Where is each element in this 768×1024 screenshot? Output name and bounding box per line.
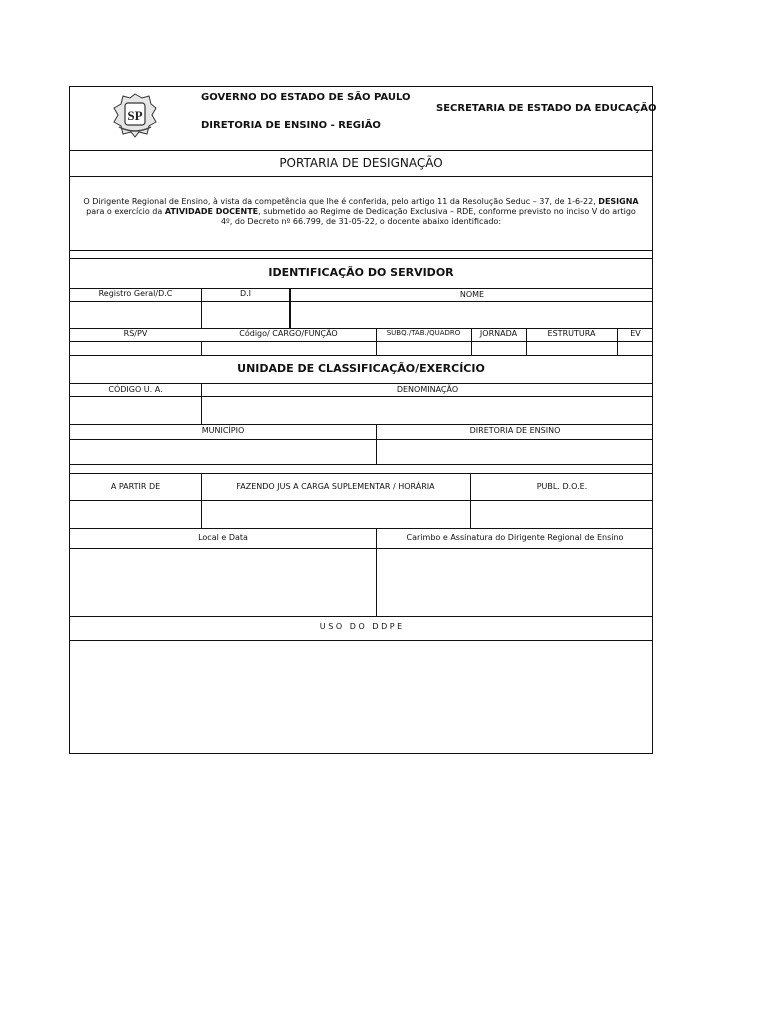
code-field[interactable] [202,342,376,355]
secretariat-line: SECRETARIA DE ESTADO DA EDUCAÇÃO [436,103,657,114]
rspv-label: RS/PV [123,329,148,338]
unit-section-title: UNIDADE DE CLASSIFICAÇÃO/EXERCÍCIO [237,362,485,375]
seal-letters: SP [127,108,143,123]
name-field[interactable] [291,302,653,328]
designation-form [69,86,657,754]
diretoria-field[interactable] [377,440,653,463]
rg-label: Registro Geral/D.C [98,289,173,298]
a-partir-field[interactable] [70,501,201,528]
rspv-field[interactable] [70,342,201,355]
stamp-signature-field[interactable] [377,549,653,616]
denom-field[interactable] [202,397,653,424]
publ-label: PUBL. D.O.E. [536,482,588,491]
divider [70,150,652,151]
rg-field[interactable] [70,302,201,328]
ddpe-area[interactable] [70,642,653,752]
subq-label: SUBQ./TAB./QUADRO [386,329,461,337]
stamp-signature-label: Carimbo e Assinatura do Dirigente Regional de Ensino [406,533,624,542]
estrutura-label: ESTRUTURA [547,329,596,338]
form-title: PORTARIA DE DESIGNAÇÃO [279,156,443,170]
jornada-field[interactable] [472,342,526,355]
gov-line: GOVERNO DO ESTADO DE SÃO PAULO [201,92,411,103]
publ-field[interactable] [471,501,653,528]
municipio-field[interactable] [70,440,376,463]
code-label: Código/ CARGO/FUNÇÃO [239,329,338,338]
carga-label: FAZENDO JUS A CARGA SUPLEMENTAR / HORÁRIA [236,482,435,491]
diretoria-label: DIRETORIA DE ENSINO [469,426,561,435]
di-label: D.I [239,289,252,298]
divider [70,258,652,259]
state-seal-logo [111,91,159,139]
intro-paragraph: O Dirigente Regional de Ensino, à vista da competência que lhe é conferida, pelo artigo 11 da Resolução Seduc – 37, de 1-6-22, DESIGNA para o exercício da ATIVIDADE DOCENTE, submetido ao Regime de Dedicação Exclusiva – RDE, conforme previsto no inciso V do artigo 4º, do Decreto nº 66.799, de 31-05-22, o docente abaixo identificado: [83,197,639,226]
divider [70,176,652,177]
a-partir-label: A PARTIR DE [110,482,161,491]
local-data-label: Local e Data [198,533,248,542]
subq-field[interactable] [377,342,471,355]
denom-label: DENOMINAÇÃO [396,385,459,394]
ev-field[interactable] [618,342,653,355]
carga-field[interactable] [202,501,470,528]
name-label: NOME [459,290,485,299]
estrutura-field[interactable] [527,342,617,355]
ddpe-label: U S O D O D D P E [319,622,403,631]
unit-code-label: CÓDIGO U. A. [108,385,163,394]
divider [70,250,652,251]
server-section-title: IDENTIFICAÇÃO DO SERVIDOR [268,266,454,279]
ev-label: EV [630,329,641,338]
jornada-label: JORNADA [479,329,518,338]
di-field[interactable] [202,302,289,328]
unit-code-field[interactable] [70,397,201,424]
local-data-field[interactable] [70,549,376,616]
directorate-line: DIRETORIA DE ENSINO - REGIÃO [201,120,381,131]
municipio-label: MUNICÍPIO [201,426,245,435]
